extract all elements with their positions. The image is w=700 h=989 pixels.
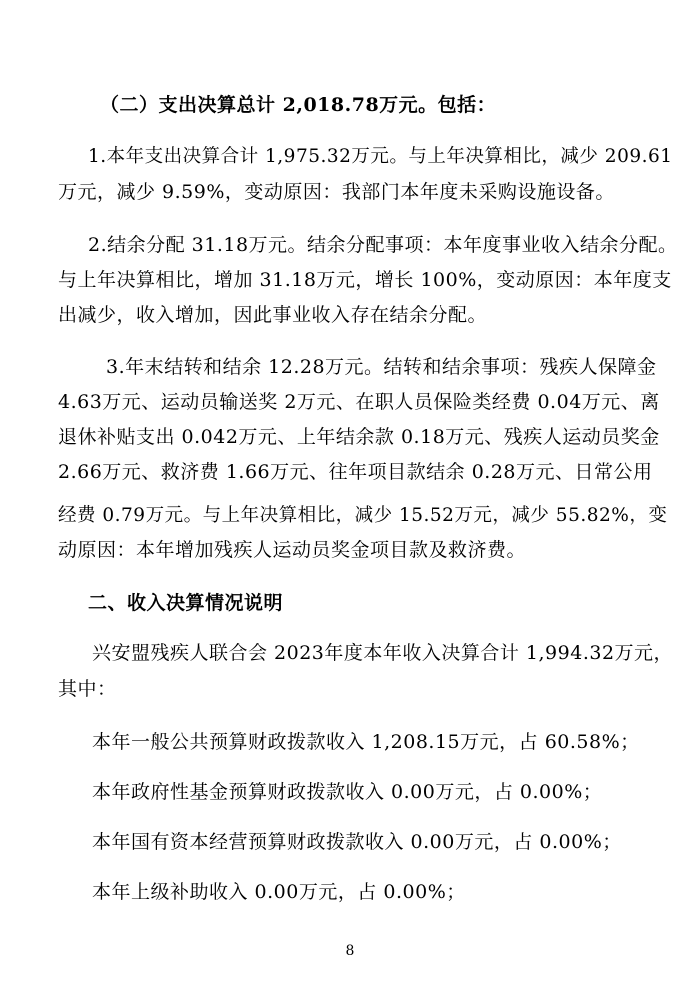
income-intro-line2: 其中： <box>58 678 117 700</box>
item2-line3: 出减少，收入增加，因此事业收入存在结余分配。 <box>58 304 488 326</box>
item2-line1: 2.结余分配 31.18万元。结余分配事项：本年度事业收入结余分配。 <box>88 234 678 256</box>
item1-line2: 万元，减少 9.59%，变动原因：我部门本年度未采购设施设备。 <box>58 181 615 203</box>
item3-line1: 3.年末结转和结余 12.28万元。结转和结余事项：残疾人保障金 <box>106 356 657 378</box>
expenditure-total-heading: （二）支出决算总计 2,018.78万元。包括： <box>100 94 497 116</box>
income-item-general-budget: 本年一般公共预算财政拨款收入 1,208.15万元，占 60.58%； <box>92 731 640 753</box>
income-item-government-fund: 本年政府性基金预算财政拨款收入 0.00万元，占 0.00%； <box>92 781 603 803</box>
income-intro-line1: 兴安盟残疾人联合会 2023年度本年收入决算合计 1,994.32万元， <box>92 642 674 664</box>
item3-line2: 4.63万元、运动员输送奖 2万元、在职人员保险类经费 0.04万元、离 <box>58 391 660 413</box>
income-item-superior-subsidy: 本年上级补助收入 0.00万元，占 0.00%； <box>92 881 466 903</box>
page-number: 8 <box>345 943 355 959</box>
item3-line4: 2.66万元、救济费 1.66万元、往年项目款结余 0.28万元、日常公用 <box>58 461 653 483</box>
item2-line2: 与上年决算相比，增加 31.18万元，增长 100%，变动原因：本年度支 <box>58 269 672 291</box>
income-item-state-capital: 本年国有资本经营预算财政拨款收入 0.00万元，占 0.00%； <box>92 831 622 853</box>
item3-line5: 经费 0.79万元。与上年决算相比，减少 15.52万元，减少 55.82%，变 <box>58 505 668 526</box>
item3-line3: 退休补贴支出 0.042万元、上年结余款 0.18万元、残疾人运动员奖金 <box>58 426 660 448</box>
item3-line6: 动原因：本年增加残疾人运动员奖金项目款及救济费。 <box>58 539 527 561</box>
income-section-heading: 二、收入决算情况说明 <box>88 592 284 614</box>
item1-line1: 1.本年支出决算合计 1,975.32万元。与上年决算相比，减少 209.61 <box>88 146 673 167</box>
